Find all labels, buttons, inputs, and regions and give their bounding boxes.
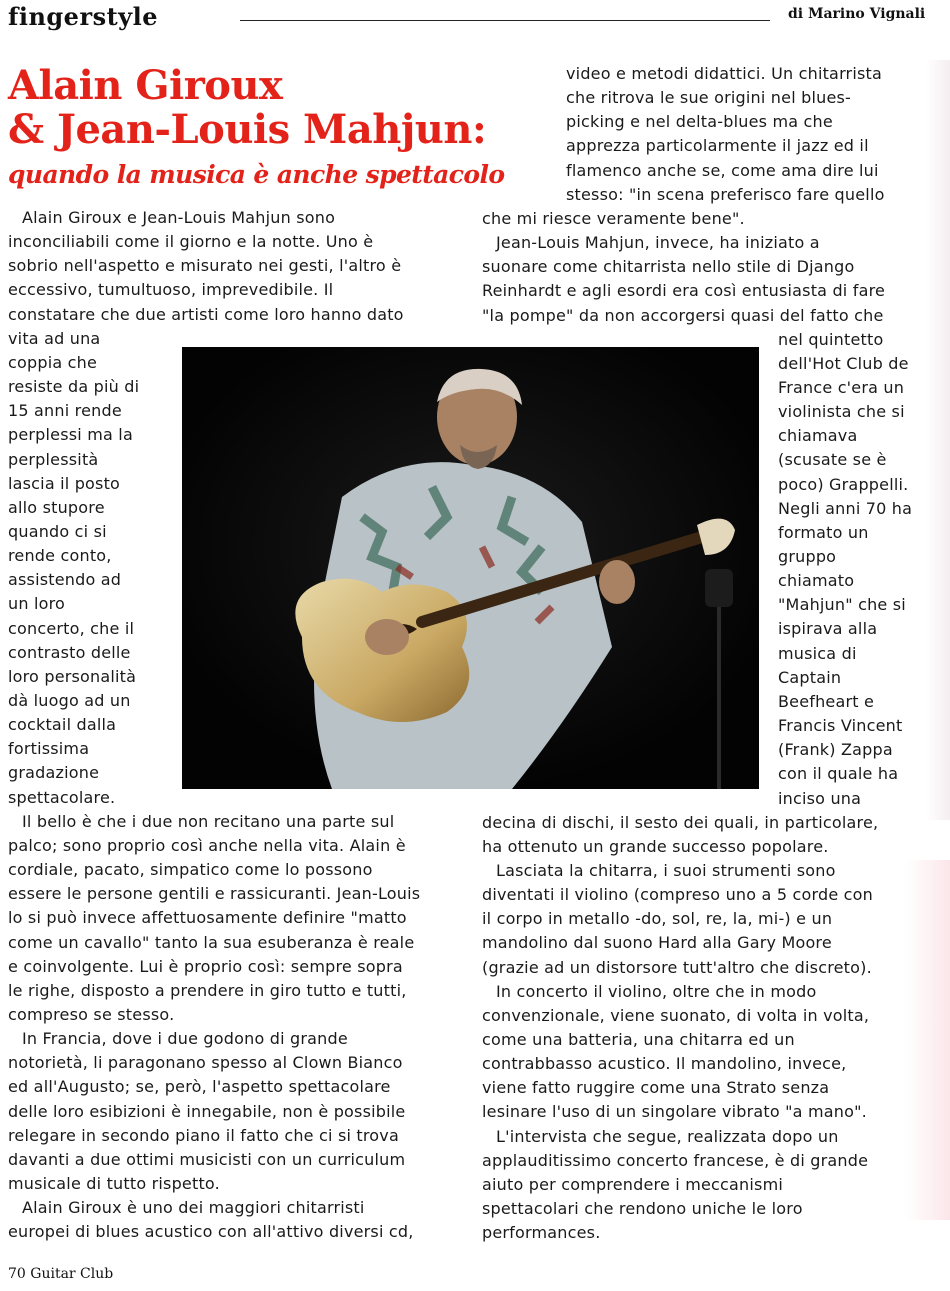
page-edge-tint (905, 860, 950, 1220)
text-line: inciso una (778, 788, 862, 808)
text-line: delle loro esibizioni è innegabile, non è possibile (8, 1101, 406, 1121)
text-line: Alain Giroux è uno dei maggiori chitarristi (22, 1198, 365, 1218)
text-line: perplessi ma la (8, 425, 133, 445)
text-line: sobrio nell'aspetto e misurato nei gesti, l'altro è (8, 256, 402, 276)
text-line: aiuto per comprendere i meccanismi (482, 1174, 784, 1194)
page-footer: 70 Guitar Club (8, 1266, 114, 1282)
text-line: formato un (778, 522, 869, 542)
text-line: Francis Vincent (778, 716, 903, 736)
text-line: In Francia, dove i due godono di grande (22, 1029, 348, 1049)
text-line: poco) Grappelli. (778, 474, 909, 494)
text-line: assistendo ad (8, 570, 122, 590)
text-line: spettacolare. (8, 787, 116, 807)
text-line: picking e nel delta-blues ma che (566, 112, 833, 132)
text-line: vita ad una (8, 328, 101, 348)
text-line: inconciliabili come il giorno e la notte. Uno è (8, 232, 374, 252)
text-line: (scusate se è (778, 450, 887, 470)
text-line: contrabbasso acustico. Il mandolino, invece, (482, 1054, 847, 1074)
text-line: convenzionale, viene suonato, di volta in volta, (482, 1005, 870, 1025)
text-line: France c'era un (778, 377, 905, 397)
text-line: chiamava (778, 426, 858, 446)
text-line: cocktail dalla (8, 715, 117, 735)
text-line: il corpo in metallo -do, sol, re, la, mi-) e un (482, 909, 833, 929)
headline-line: & Jean-Louis Mahjun: (8, 106, 487, 153)
text-line: nel quintetto (778, 329, 884, 349)
text-line: applauditissimo concerto francese, è di grande (482, 1150, 869, 1170)
text-line: fortissima (8, 739, 90, 759)
text-line: ed all'Augusto; se, però, l'aspetto spettacolare (8, 1077, 391, 1097)
text-line: violinista che si (778, 402, 905, 422)
text-line: ispirava alla (778, 619, 878, 639)
text-line: Negli anni 70 ha (778, 498, 913, 518)
text-line: (grazie ad un distorsore tutt'altro che discreto). (482, 957, 872, 977)
text-line: Lasciata la chitarra, i suoi strumenti sono (496, 860, 836, 880)
text-line: davanti a due ottimi musicisti con un curriculum (8, 1149, 406, 1169)
text-line: come una batteria, una chitarra ed un (482, 1030, 795, 1049)
page-edge-tint (926, 60, 950, 820)
text-line: concerto, che il (8, 618, 135, 638)
text-line: Reinhardt e agli esordi era così entusiasta di fare (482, 281, 886, 301)
text-line: dell'Hot Club de (778, 353, 909, 373)
section-label: fingerstyle (8, 2, 159, 31)
text-line: resiste da più di (8, 377, 140, 397)
text-line: le righe, disposto a prendere in giro tutto e tutti, (8, 980, 407, 1000)
text-line: Captain (778, 667, 842, 687)
text-line: rende conto, (8, 546, 112, 566)
text-line: (Frank) Zappa (778, 740, 893, 760)
text-line: L'intervista che segue, realizzata dopo un (496, 1126, 839, 1146)
text-line: europei di blues acustico con all'attivo diversi cd, (8, 1222, 414, 1242)
text-line: mandolino dal suono Hard alla Gary Moore (482, 933, 832, 953)
text-line: spettacolari che rendono uniche le loro (482, 1199, 803, 1219)
concert-photo (182, 347, 759, 789)
text-line: Jean-Louis Mahjun, invece, ha iniziato a (496, 233, 820, 253)
text-line: ha ottenuto un grande successo popolare. (482, 836, 829, 856)
text-line: con il quale ha (778, 764, 899, 784)
text-line: come un cavallo" tanto la sua esuberanza è reale (8, 932, 415, 952)
text-line: coppia che (8, 352, 98, 372)
text-line: palco; sono proprio così anche nella vita. Alain è (8, 835, 406, 855)
header-rule (240, 20, 770, 21)
text-line: cordiale, pacato, simpatico come lo possono (8, 860, 373, 880)
text-line: "la pompe" da non accorgersi quasi del fatto che (482, 305, 884, 325)
text-line: Il bello è che i due non recitano una parte sul (22, 811, 395, 831)
text-line: Alain Giroux e Jean-Louis Mahjun sono (22, 208, 336, 227)
text-line: perplessità (8, 449, 99, 469)
text-line: 15 anni rende (8, 401, 122, 421)
article-subtitle: quando la musica è anche spettacolo (8, 160, 505, 189)
article-headline (8, 64, 548, 152)
text-line: constatare che due artisti come loro hanno dato (8, 304, 404, 324)
text-line: In concerto il violino, oltre che in modo (496, 981, 817, 1001)
text-line: eccessivo, tumultuoso, imprevedibile. Il (8, 280, 334, 300)
text-line: performances. (482, 1223, 601, 1243)
text-line: lo si può invece affettuosamente definire "matto (8, 908, 407, 928)
text-line: musicale di tutto rispetto. (8, 1174, 220, 1193)
text-line: lesinare l'uso di un singolare vibrato "a mano". (482, 1102, 867, 1122)
text-line: notorietà, li paragonano spesso al Clown Bianco (8, 1053, 403, 1073)
text-line: "Mahjun" che si (778, 595, 906, 615)
text-line: lascia il posto (8, 473, 121, 493)
text-line: compreso se stesso. (8, 1004, 175, 1024)
text-line: gradazione (8, 763, 100, 783)
text-line: flamenco anche se, come ama dire lui (566, 160, 879, 180)
text-line: loro personalità (8, 666, 137, 686)
text-line: viene fatto ruggire come una Strato senza (482, 1078, 830, 1098)
text-line: gruppo (778, 547, 837, 566)
byline: di Marino Vignali (788, 6, 926, 22)
text-line: stesso: "in scena preferisco fare quello (566, 184, 885, 204)
text-line: suonare come chitarrista nello stile di Django (482, 257, 855, 277)
text-line: diventati il violino (compreso uno a 5 corde con (482, 885, 873, 905)
text-line: allo stupore (8, 497, 105, 517)
text-line: relegare in secondo piano il fatto che ci si trova (8, 1125, 399, 1145)
text-line: dà luogo ad un (8, 691, 131, 710)
text-line: quando ci si (8, 521, 107, 541)
text-line: e coinvolgente. Lui è proprio così: sempre sopra (8, 956, 403, 976)
text-line: chiamato (778, 571, 855, 591)
text-line: musica di (778, 643, 857, 663)
text-line: video e metodi didattici. Un chitarrista (566, 64, 882, 83)
text-line: essere le persone gentili e rassicuranti. Jean-Louis (8, 884, 421, 904)
text-line: Beefheart e (778, 691, 875, 711)
text-line: apprezza particolarmente il jazz ed il (566, 136, 869, 156)
guitarist-illustration (182, 347, 759, 789)
text-line: che ritrova le sue origini nel blues- (566, 88, 852, 108)
text-line: che mi riesce veramente bene". (482, 208, 745, 228)
text-line: contrasto delle (8, 642, 131, 662)
headline-line: Alain Giroux (8, 62, 283, 109)
text-line: decina di dischi, il sesto dei quali, in particolare, (482, 812, 879, 832)
text-line: un loro (8, 594, 66, 614)
